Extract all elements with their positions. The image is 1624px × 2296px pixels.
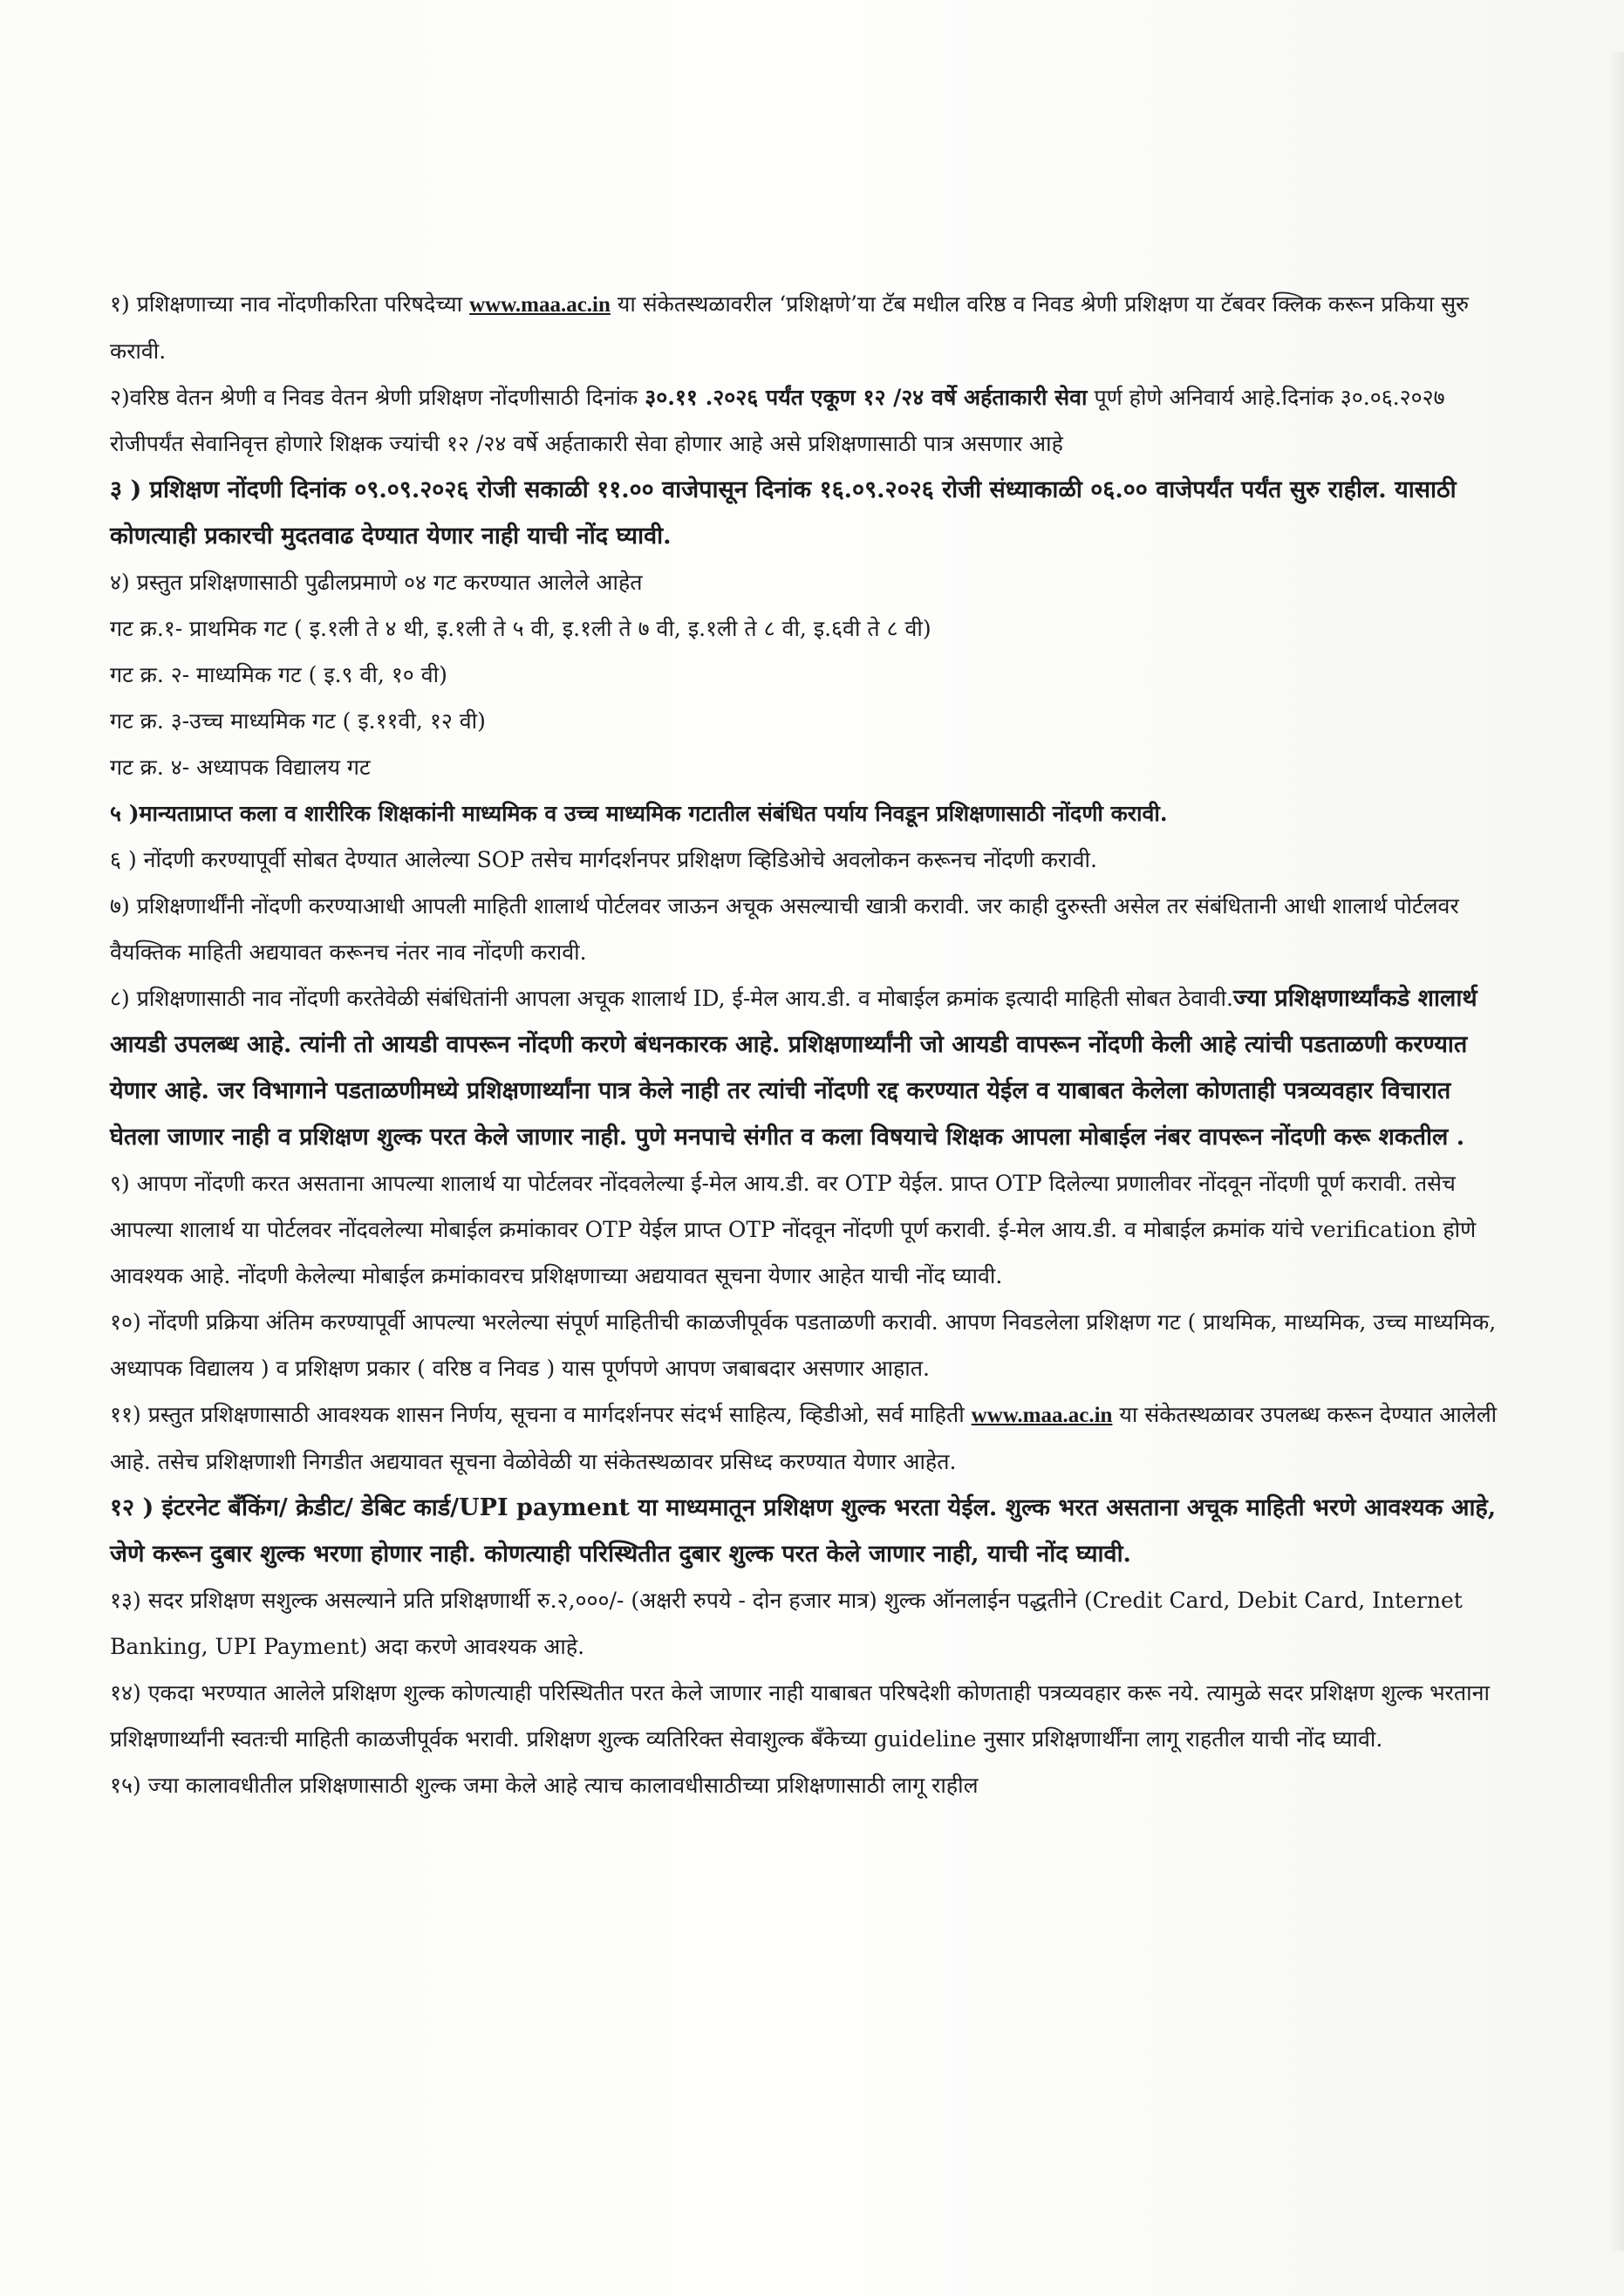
- group-item: गट क्र.१- प्राथमिक गट ( इ.१ली ते ४ थी, इ.१ली ते ५ वी, इ.१ली ते ७ वी, इ.१ली ते ८ वी, इ.६वी ते ८ वी): [110, 616, 931, 641]
- instruction-11: ११) प्रस्तुत प्रशिक्षणासाठी आवश्यक शासन निर्णय, सूचना व मार्गदर्शनपर संदर्भ साहित्य, व्हिडीओ, सर्व माहिती www.maa.ac.in या संकेतस्थळावर उपलब्ध करून देण्यात आलेली आहे. तसेच प्रशिक्षणाशी निगडीत अद्ययावत सूचना वेळोवेळी या संकेतस्थळावर प्रसिध्द करण्यात येणार आहेत.: [110, 1402, 1498, 1474]
- instruction-1: १) प्रशिक्षणाच्या नाव नोंदणीकरिता परिषदेच्या www.maa.ac.in या संकेतस्थळावरील ‘प्रशिक्षणे’या टॅब मधील वरिष्ठ व निवड श्रेणी प्रशिक्षण या टॅबवर क्लिक करून प्रकिया सुरु करावी.: [110, 291, 1470, 364]
- instruction-8: ८) प्रशिक्षणासाठी नाव नोंदणी करतेवेळी संबंधितांनी आपला अचूक शालार्थ ID, ई-मेल आय.डी. व मोबाईल क्रमांक इत्यादी माहिती सोबत ठेवावी.ज्या प्रशिक्षणार्थ्यांकडे शालार्थ आयडी उपलब्ध आहे. त्यांनी तो आयडी वापरून नोंदणी करणे बंधनकारक आहे. प्रशिक्षणार्थ्यांनी जो आयडी वापरून नोंदणी केली आहे त्यांची पडताळणी करण्यात येणार आहे. जर विभागाने पडताळणीमध्ये प्रशिक्षणार्थ्यांना पात्र केले नाही तर त्यांची नोंदणी रद्द करण्यात येईल व याबाबत केलेला कोणताही पत्रव्यवहार विचारात घेतला जाणार नाही व प्रशिक्षण शुल्क परत केले जाणार नाही. पुणे मनपाचे संगीत व कला विषयाचे शिक्षक आपला मोबाईल नंबर वापरून नोंदणी करू शकतील .: [110, 985, 1477, 1151]
- instruction-12: १२ ) इंटरनेट बँकिंग/ क्रेडीट/ डेबिट कार्ड/UPI payment या माध्यमातून प्रशिक्षण शुल्क भरता येईल. शुल्क भरत असताना अचूक माहिती भरणे आवश्यक आहे, जेणे करून दुबार शुल्क भरणा होणार नाही. कोणत्याही परिस्थितीत दुबार शुल्क परत केले जाणार नाही, याची नोंद घ्यावी.: [110, 1494, 1497, 1568]
- page-edge-shadow: [1608, 52, 1624, 2251]
- maa-website-link[interactable]: www.maa.ac.in: [469, 293, 611, 317]
- instruction-7: ७) प्रशिक्षणार्थींनी नोंदणी करण्याआधी आपली माहिती शालार्थ पोर्टलवर जाऊन अचूक असल्याची खात्री करावी. जर काही दुरुस्ती असेल तर संबंधितानी आधी शालार्थ पोर्टलवर वैयक्तिक माहिती अद्ययावत करूनच नंतर नाव नोंदणी करावी.: [110, 893, 1459, 965]
- instruction-3: ३ ) प्रशिक्षण नोंदणी दिनांक ०९.०९.२०२६ रोजी सकाळी ११.०० वाजेपासून दिनांक १६.०९.२०२६ रोजी संध्याकाळी ०६.०० वाजेपर्यंत पर्यंत सुरु राहील. यासाठी कोणत्याही प्रकारची मुदतवाढ देण्यात येणार नाही याची नोंद घ्यावी.: [110, 476, 1457, 550]
- instruction-9: ९) आपण नोंदणी करत असताना आपल्या शालार्थ या पोर्टलवर नोंदवलेल्या ई-मेल आय.डी. वर OTP येईल. प्राप्त OTP दिलेल्या प्रणालीवर नोंदवून नोंदणी पूर्ण करावी. तसेच आपल्या शालार्थ या पोर्टलवर नोंदवलेल्या मोबाईल क्रमांकावर OTP येईल प्राप्त OTP नोंदवून नोंदणी पूर्ण करावी. ई-मेल आय.डी. व मोबाईल क्रमांक यांचे verification होणे आवश्यक आहे. नोंदणी केलेल्या मोबाईल क्रमांकावरच प्रशिक्षणाच्या अद्ययावत सूचना येणार आहेत याची नोंद घ्यावी.: [110, 1171, 1477, 1288]
- instruction-2: २)वरिष्ठ वेतन श्रेणी व निवड वेतन श्रेणी प्रशिक्षण नोंदणीसाठी दिनांक ३०.११ .२०२६ पर्यंत एकूण १२ /२४ वर्षे अर्हताकारी सेवा पूर्ण होणे अनिवार्य आहे.दिनांक ३०.०६.२०२७ रोजीपर्यंत सेवानिवृत्त होणारे शिक्षक ज्यांची १२ /२४ वर्षे अर्हताकारी सेवा होणार आहे असे प्रशिक्षणासाठी पात्र असणार आहे: [110, 385, 1445, 456]
- instruction-4: ४) प्रस्तुत प्रशिक्षणासाठी पुढीलप्रमाणे ०४ गट करण्यात आलेले आहेत: [110, 570, 643, 595]
- instructions-body: [110, 281, 1505, 1808]
- instruction-14: १४) एकदा भरण्यात आलेले प्रशिक्षण शुल्क कोणत्याही परिस्थितीत परत केले जाणार नाही याबाबत परिषदेशी कोणताही पत्रव्यवहार करू नये. त्यामुळे सदर प्रशिक्षण शुल्क भरताना प्रशिक्षणार्थ्यांनी स्वतःची माहिती काळजीपूर्वक भरावी. प्रशिक्षण शुल्क व्यतिरिक्त सेवाशुल्क बँकेच्या guideline नुसार प्रशिक्षणार्थींना लागू राहतील याची नोंद घ्यावी.: [110, 1680, 1490, 1752]
- maa-website-link[interactable]: www.maa.ac.in: [971, 1404, 1113, 1427]
- instruction-6: ६ ) नोंदणी करण्यापूर्वी सोबत देण्यात आलेल्या SOP तसेच मार्गदर्शनपर प्रशिक्षण व्हिडिओचे अवलोकन करूनच नोंदणी करावी.: [110, 847, 1097, 872]
- group-item: गट क्र. २- माध्यमिक गट ( इ.९ वी, १० वी): [110, 662, 447, 687]
- group-item: गट क्र. ४- अध्यापक विद्यालय गट: [110, 755, 371, 780]
- instruction-13: १३) सदर प्रशिक्षण सशुल्क असल्याने प्रति प्रशिक्षणार्थी रु.२,०००/- (अक्षरी रुपये - दोन हजार मात्र) शुल्क ऑनलाईन पद्धतीने (Credit Card, Debit Card, Internet Banking, UPI Payment) अदा करणे आवश्यक आहे.: [110, 1588, 1463, 1659]
- instruction-5: ५ )मान्यताप्राप्त कला व शारीरिक शिक्षकांनी माध्यमिक व उच्च माध्यमिक गटातील संबंधित पर्याय निवडून प्रशिक्षणासाठी नोंदणी करावी.: [110, 801, 1168, 826]
- instruction-15: १५) ज्या कालावधीतील प्रशिक्षणासाठी शुल्क जमा केले आहे त्याच कालावधीसाठीच्या प्रशिक्षणासाठी लागू राहील: [110, 1773, 979, 1798]
- instruction-10: १०) नोंदणी प्रक्रिया अंतिम करण्यापूर्वी आपल्या भरलेल्या संपूर्ण माहितीची काळजीपूर्वक पडताळणी करावी. आपण निवडलेला प्रशिक्षण गट ( प्राथमिक, माध्यमिक, उच्च माध्यमिक, अध्यापक विद्यालय ) व प्रशिक्षण प्रकार ( वरिष्ठ व निवड ) यास पूर्णपणे आपण जबाबदार असणार आहात.: [110, 1309, 1497, 1381]
- group-item: गट क्र. ३-उच्च माध्यमिक गट ( इ.११वी, १२ वी): [110, 708, 486, 734]
